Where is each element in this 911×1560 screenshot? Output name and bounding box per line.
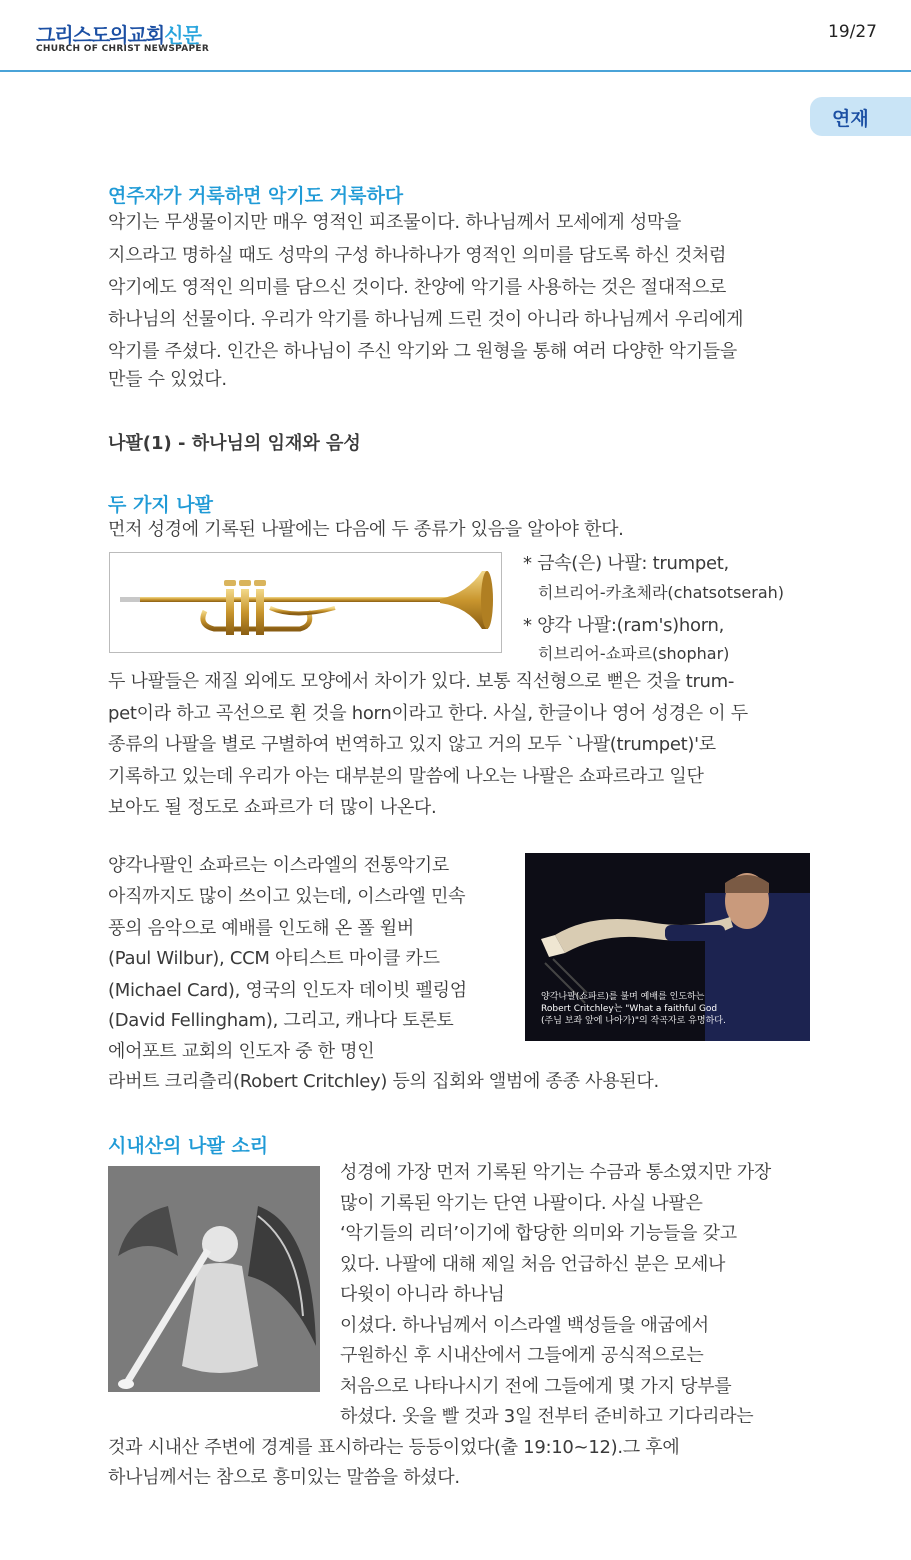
- angel-trumpet-illustration: [108, 1166, 320, 1392]
- section-heading-sinai-trumpet: 시내산의 나팔 소리: [108, 1135, 269, 1157]
- paragraph-line: 보아도 될 정도로 쇼파르가 더 많이 나온다.: [108, 797, 437, 818]
- trumpet-type-metal-hebrew: 히브리어-카초체라(chatsotserah): [538, 583, 785, 602]
- series-tab-label: 연재: [832, 108, 869, 130]
- paragraph-line: ‘악기들의 리더’이기에 합당한 의미와 기능들을 갖고: [340, 1223, 737, 1244]
- paragraph-line: 하셨다. 옷을 빨 것과 3일 전부터 준비하고 기다리라는: [340, 1406, 754, 1427]
- trumpet-type-metal: * 금속(은) 나팔: trumpet,: [523, 553, 729, 574]
- section-heading-holy-performer: 연주자가 거룩하면 악기도 거룩하다: [108, 185, 404, 207]
- paragraph-line: 구원하신 후 시내산에서 그들에게 공식적으로는: [340, 1345, 704, 1366]
- caption-line: 양각나팔(쇼파르)를 불며 예배를 인도하는: [541, 992, 705, 1002]
- trumpet-icon: [110, 553, 501, 652]
- paragraph-line: 많이 기록된 악기는 단연 나팔이다. 사실 나팔은: [340, 1193, 703, 1214]
- paragraph-line: 하나님께서는 참으로 흥미있는 말씀을 하셨다.: [108, 1467, 460, 1488]
- photo-caption: [541, 991, 726, 1027]
- angel-icon: [108, 1166, 320, 1392]
- paragraph-line: 악기를 주셨다. 인간은 하나님이 주신 악기와 그 원형을 통해 여러 다양한 악기들을: [108, 341, 737, 362]
- paragraph-line: (Paul Wilbur), CCM 아티스트 마이클 카드: [108, 948, 440, 969]
- paragraph-line: 성경에 가장 먼저 기록된 악기는 수금과 통소였지만 가장: [340, 1162, 771, 1183]
- logo-accent-text: 신문: [164, 23, 201, 47]
- paragraph-line: 풍의 음악으로 예배를 인도해 온 폴 윌버: [108, 918, 414, 939]
- paragraph-line: 처음으로 나타나시기 전에 그들에게 몇 가지 당부를: [340, 1376, 732, 1397]
- page-header: [0, 0, 911, 72]
- trumpet-image: [109, 552, 502, 653]
- paragraph-line: 하나님의 선물이다. 우리가 악기를 하나님께 드린 것이 아니라 하나님께서 우리에게: [108, 309, 744, 330]
- section-heading-two-trumpets: 두 가지 나팔: [108, 494, 213, 516]
- paragraph-line: 지으라고 명하실 때도 성막의 구성 하나하나가 영적인 의미를 담도록 하신 것처럼: [108, 245, 727, 266]
- paragraph-line: 두 나팔들은 재질 외에도 모양에서 차이가 있다. 보통 직선형으로 뻗은 것을 trum-: [108, 671, 735, 692]
- paragraph-line: 에어포트 교회의 인도자 중 한 명인: [108, 1041, 375, 1062]
- paragraph-line: 아직까지도 많이 쓰이고 있는데, 이스라엘 민속: [108, 886, 466, 907]
- paragraph-line: 있다. 나팔에 대해 제일 처음 언급하신 분은 모세나: [340, 1254, 726, 1275]
- trumpet-type-horn: * 양각 나팔:(ram's)horn,: [523, 615, 725, 636]
- paragraph-line: 악기는 무생물이지만 매우 영적인 피조물이다. 하나님께서 모세에게 성막을: [108, 212, 682, 233]
- paragraph-line: 먼저 성경에 기록된 나팔에는 다음에 두 종류가 있음을 알아야 한다.: [108, 519, 624, 540]
- paragraph-line: 것과 시내산 주변에 경계를 표시하라는 등등이었다(출 19:10~12).그 후에: [108, 1437, 680, 1458]
- paragraph-line: (Michael Card), 영국의 인도자 데이빗 펠링엄: [108, 980, 467, 1001]
- paragraph-line: 기록하고 있는데 우리가 아는 대부분의 말씀에 나오는 나팔은 쇼파르라고 일단: [108, 766, 704, 787]
- paragraph-line: 만들 수 있었다.: [108, 369, 227, 390]
- paragraph-line: pet이라 하고 곡선으로 휜 것을 horn이라고 한다. 사실, 한글이나 영어 성경은 이 두: [108, 703, 748, 724]
- logo-main-text: 그리스도의교회: [36, 23, 165, 47]
- shofar-player-photo: [525, 853, 810, 1041]
- series-tab[interactable]: [810, 97, 911, 136]
- paragraph-line: 다윗이 아니라 하나님: [340, 1284, 505, 1305]
- paragraph-line: 악기에도 영적인 의미를 담으신 것이다. 찬양에 악기를 사용하는 것은 절대적으로: [108, 277, 727, 298]
- paragraph-line: 양각나팔인 쇼파르는 이스라엘의 전통악기로: [108, 855, 449, 876]
- paragraph-line: 종류의 나팔을 별로 구별하여 번역하고 있지 않고 거의 모두 `나팔(trumpet)'로: [108, 734, 716, 755]
- caption-line: (주님 보좌 앞에 나아가)"의 작곡자로 유명하다.: [541, 1016, 726, 1026]
- article-subheading: 나팔(1) - 하나님의 임재와 음성: [108, 433, 361, 454]
- page-number: 19/27: [828, 22, 877, 42]
- logo-english-text: CHURCH OF CHRIST NEWSPAPER: [36, 44, 210, 54]
- caption-line: Robert Critchley는 "What a faithful God: [541, 1004, 718, 1014]
- paragraph-line: (David Fellingham), 그리고, 캐나다 토론토: [108, 1010, 454, 1031]
- trumpet-type-horn-hebrew: 히브리어-쇼파르(shophar): [538, 644, 730, 663]
- paragraph-line: 이셨다. 하나님께서 이스라엘 백성들을 애굽에서: [340, 1315, 709, 1336]
- paragraph-line: 라버트 크리츨리(Robert Critchley) 등의 집회와 앨범에 종종 사용된다.: [108, 1071, 659, 1092]
